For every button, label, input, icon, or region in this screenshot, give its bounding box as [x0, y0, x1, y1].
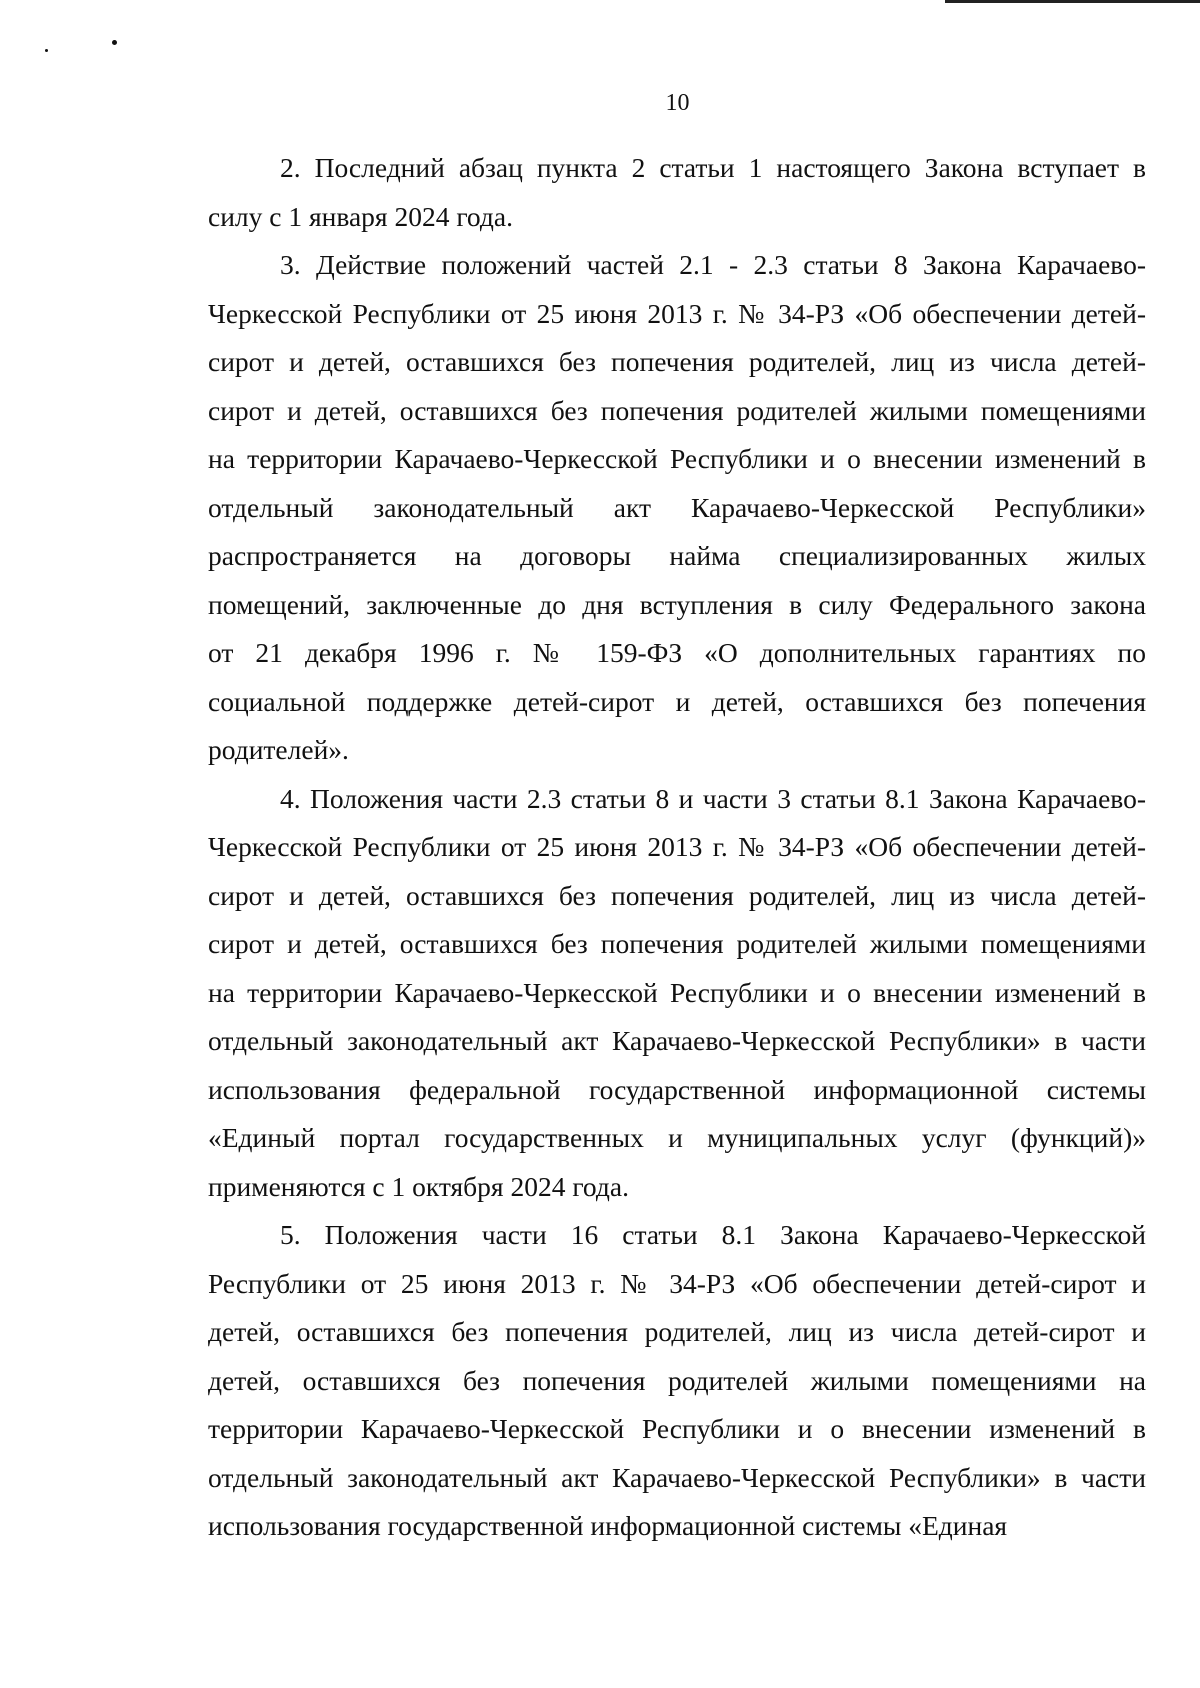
text-line: использования государственной информационной системы «Единая [208, 1510, 1008, 1541]
text-line: помещений, заключенные до дня вступления в силу Федерального закона [208, 588, 1146, 620]
text-line: Черкесской Республики от 25 июня 2013 г. № 34-РЗ «Об обеспечении детей- [208, 831, 1146, 862]
text-line: 4. Положения части 2.3 статьи 8 и части 3 статьи 8.1 Закона Карачаево- [280, 782, 1146, 814]
paragraph [208, 241, 1146, 775]
text-line: «Единый портал государственных и муниципальных услуг (функций)» [208, 1122, 1146, 1153]
scan-speck [112, 40, 117, 45]
text-line: применяются с 1 октября 2024 года. [208, 1170, 629, 1202]
document-body [208, 144, 1146, 1551]
text-line: на территории Карачаево-Черкесской Республики и о внесении изменений в [208, 976, 1146, 1008]
text-line: социальной поддержке детей-сирот и детей, оставшихся без попечения [208, 685, 1146, 717]
text-line: отдельный законодательный акт Карачаево-Черкесской Республики» в части [208, 1461, 1146, 1493]
text-line: сирот и детей, оставшихся без попечения родителей, лиц из числа детей- [208, 346, 1146, 377]
text-line: на территории Карачаево-Черкесской Республики и о внесении изменений в [208, 443, 1146, 474]
text-line: использования федеральной государственной информационной системы [208, 1073, 1146, 1105]
text-line: сирот и детей, оставшихся без попечения родителей жилыми помещениями [208, 394, 1146, 426]
text-line: от 21 декабря 1996 г. № 159-ФЗ «О дополнительных гарантиях по [208, 637, 1146, 668]
scan-speck [45, 49, 48, 52]
paragraph [208, 1211, 1146, 1551]
text-line: 2. Последний абзац пункта 2 статьи 1 настоящего Закона вступает в [280, 152, 1146, 183]
text-line: отдельный законодательный акт Карачаево-Черкесской Республики» [208, 491, 1146, 523]
paragraph [208, 775, 1146, 1212]
paragraph [208, 144, 1146, 241]
text-line: 3. Действие положений частей 2.1 - 2.3 статьи 8 Закона Карачаево- [280, 249, 1146, 280]
text-line: распространяется на договоры найма специализированных жилых [208, 540, 1146, 571]
text-line: сирот и детей, оставшихся без попечения родителей жилыми помещениями [208, 928, 1146, 959]
page-number: 10 [665, 90, 690, 116]
text-line: отдельный законодательный акт Карачаево-Черкесской Республики» в части [208, 1025, 1146, 1056]
text-line: Черкесской Республики от 25 июня 2013 г. № 34-РЗ «Об обеспечении детей- [208, 297, 1146, 329]
text-line: силу с 1 января 2024 года. [208, 200, 513, 232]
text-line: детей, оставшихся без попечения родителей, лиц из числа детей-сирот и [208, 1316, 1146, 1347]
text-line: Республики от 25 июня 2013 г. № 34-РЗ «Об обеспечении детей-сирот и [208, 1267, 1146, 1299]
text-line: родителей». [208, 734, 349, 765]
top-edge-rule [945, 0, 1200, 3]
text-line: 5. Положения части 16 статьи 8.1 Закона Карачаево-Черкесской [280, 1219, 1146, 1250]
text-line: детей, оставшихся без попечения родителей жилыми помещениями на [208, 1364, 1146, 1396]
text-line: территории Карачаево-Черкесской Республики и о внесении изменений в [208, 1413, 1146, 1444]
text-line: сирот и детей, оставшихся без попечения родителей, лиц из числа детей- [208, 879, 1146, 911]
